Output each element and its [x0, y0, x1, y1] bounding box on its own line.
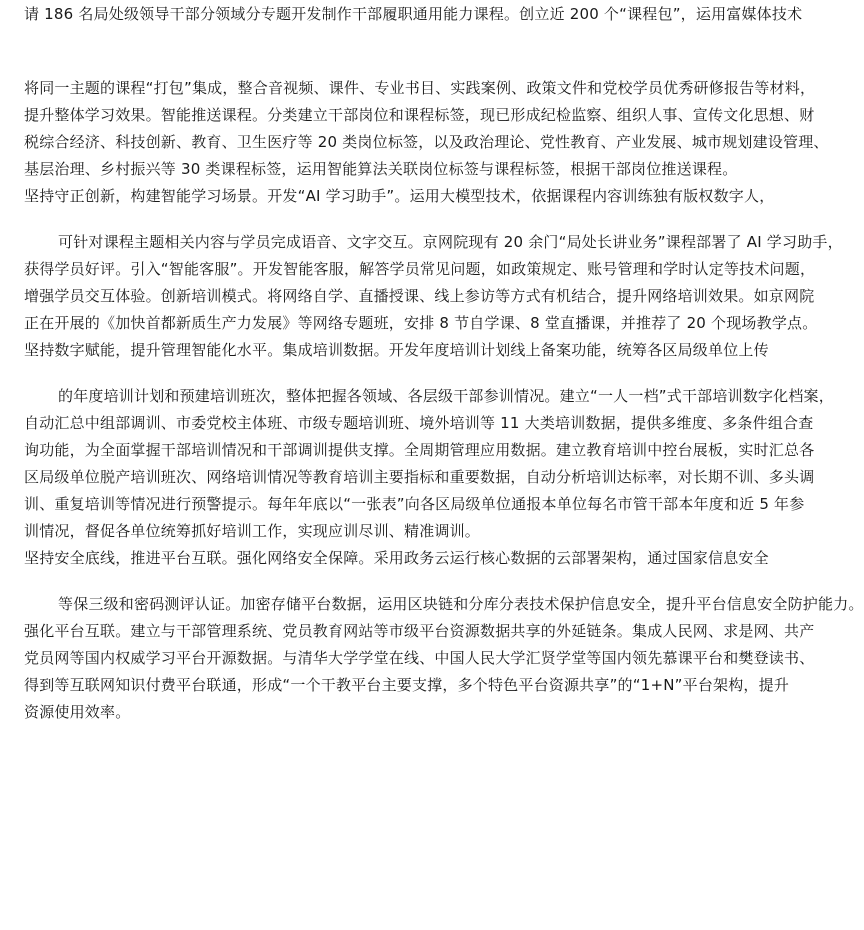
text-line: 坚持守正创新，构建智能学习场景。开发“AI 学习助手”。运用大模型技术，依据课程内容训练独有版权数字人，: [24, 187, 775, 205]
text-line: 强化平台互联。建立与干部管理系统、党员教育网站等市级平台资源数据共享的外延链条。集成人民网、求是网、共产: [24, 622, 815, 640]
paragraph-first-line: 等保三级和密码测评认证。加密存储平台数据，运用区块链和分库分表技术保护信息安全，提升平台信息安全防护能力。: [58, 595, 864, 613]
text-line: 获得学员好评。引入“智能客服”。开发智能客服，解答学员常见问题，如政策规定、账号管理和学时认定等技术问题，: [24, 260, 816, 278]
text-line: 询功能，为全面掌握干部培训情况和干部调训提供支撑。全周期管理应用数据。建立教育培训中控台展板，实时汇总各: [24, 441, 815, 459]
text-line: 将同一主题的课程“打包”集成，整合音视频、课件、专业书目、实践案例、政策文件和党校学员优秀研修报告等材料，: [24, 79, 816, 97]
text-line: 自动汇总中组部调训、市委党校主体班、市级专题培训班、境外培训等 11 大类培训数据，提供多维度、多条件组合查: [24, 414, 814, 432]
text-line: 请 186 名局处级领导干部分领域分专题开发制作干部履职通用能力课程。创立近 200 个“课程包”，运用富媒体技术: [24, 5, 803, 23]
text-line: 坚持安全底线，推进平台互联。强化网络安全保障。采用政务云运行核心数据的云部署架构，通过国家信息安全: [24, 549, 769, 567]
text-line: 党员网等国内权威学习平台开源数据。与清华大学学堂在线、中国人民大学汇贤学堂等国内领先慕课平台和樊登读书、: [24, 649, 815, 667]
text-line: 正在开展的《加快首都新质生产力发展》等网络专题班，安排 8 节自学课、8 堂直播课，并推荐了 20 个现场教学点。: [24, 314, 818, 332]
text-line: 训情况，督促各单位统筹抓好培训工作，实现应训尽训、精准调训。: [24, 522, 481, 540]
text-line: 增强学员交互体验。创新培训模式。将网络自学、直播授课、线上参访等方式有机结合，提升网络培训效果。如京网院: [24, 287, 815, 305]
text-line: 坚持数字赋能，提升管理智能化水平。集成培训数据。开发年度培训计划线上备案功能，统筹各区局级单位上传: [24, 341, 769, 359]
text-line: 区局级单位脱产培训班次、网络培训情况等教育培训主要指标和重要数据，自动分析培训达标率，对长期不训、多头调: [24, 468, 815, 486]
paragraph-first-line: 可针对课程主题相关内容与学员完成语音、文字交互。京网院现有 20 余门“局处长讲业务”课程部署了 AI 学习助手，: [58, 233, 843, 251]
text-line: 提升整体学习效果。智能推送课程。分类建立干部岗位和课程标签，现已形成纪检监察、组织人事、宣传文化思想、财: [24, 106, 815, 124]
paragraph-first-line: 的年度培训计划和预建培训班次，整体把握各领域、各层级干部参训情况。建立“一人一档”式干部培训数字化档案，: [58, 387, 834, 405]
text-line: 训、重复培训等情况进行预警提示。每年年底以“一张表”向各区局级单位通报本单位每名市管干部本年度和近 5 年参: [24, 495, 805, 513]
text-line: 基层治理、乡村振兴等 30 类课程标签，运用智能算法关联岗位标签与课程标签，根据干部岗位推送课程。: [24, 160, 738, 178]
text-line: 得到等互联网知识付费平台联通，形成“一个干教平台主要支撑，多个特色平台资源共享”的“1+N”平台架构，提升: [24, 676, 790, 694]
text-line: 资源使用效率。: [24, 703, 131, 721]
text-line: 税综合经济、科技创新、教育、卫生医疗等 20 类岗位标签，以及政治理论、党性教育、产业发展、城市规划建设管理、: [24, 133, 829, 151]
